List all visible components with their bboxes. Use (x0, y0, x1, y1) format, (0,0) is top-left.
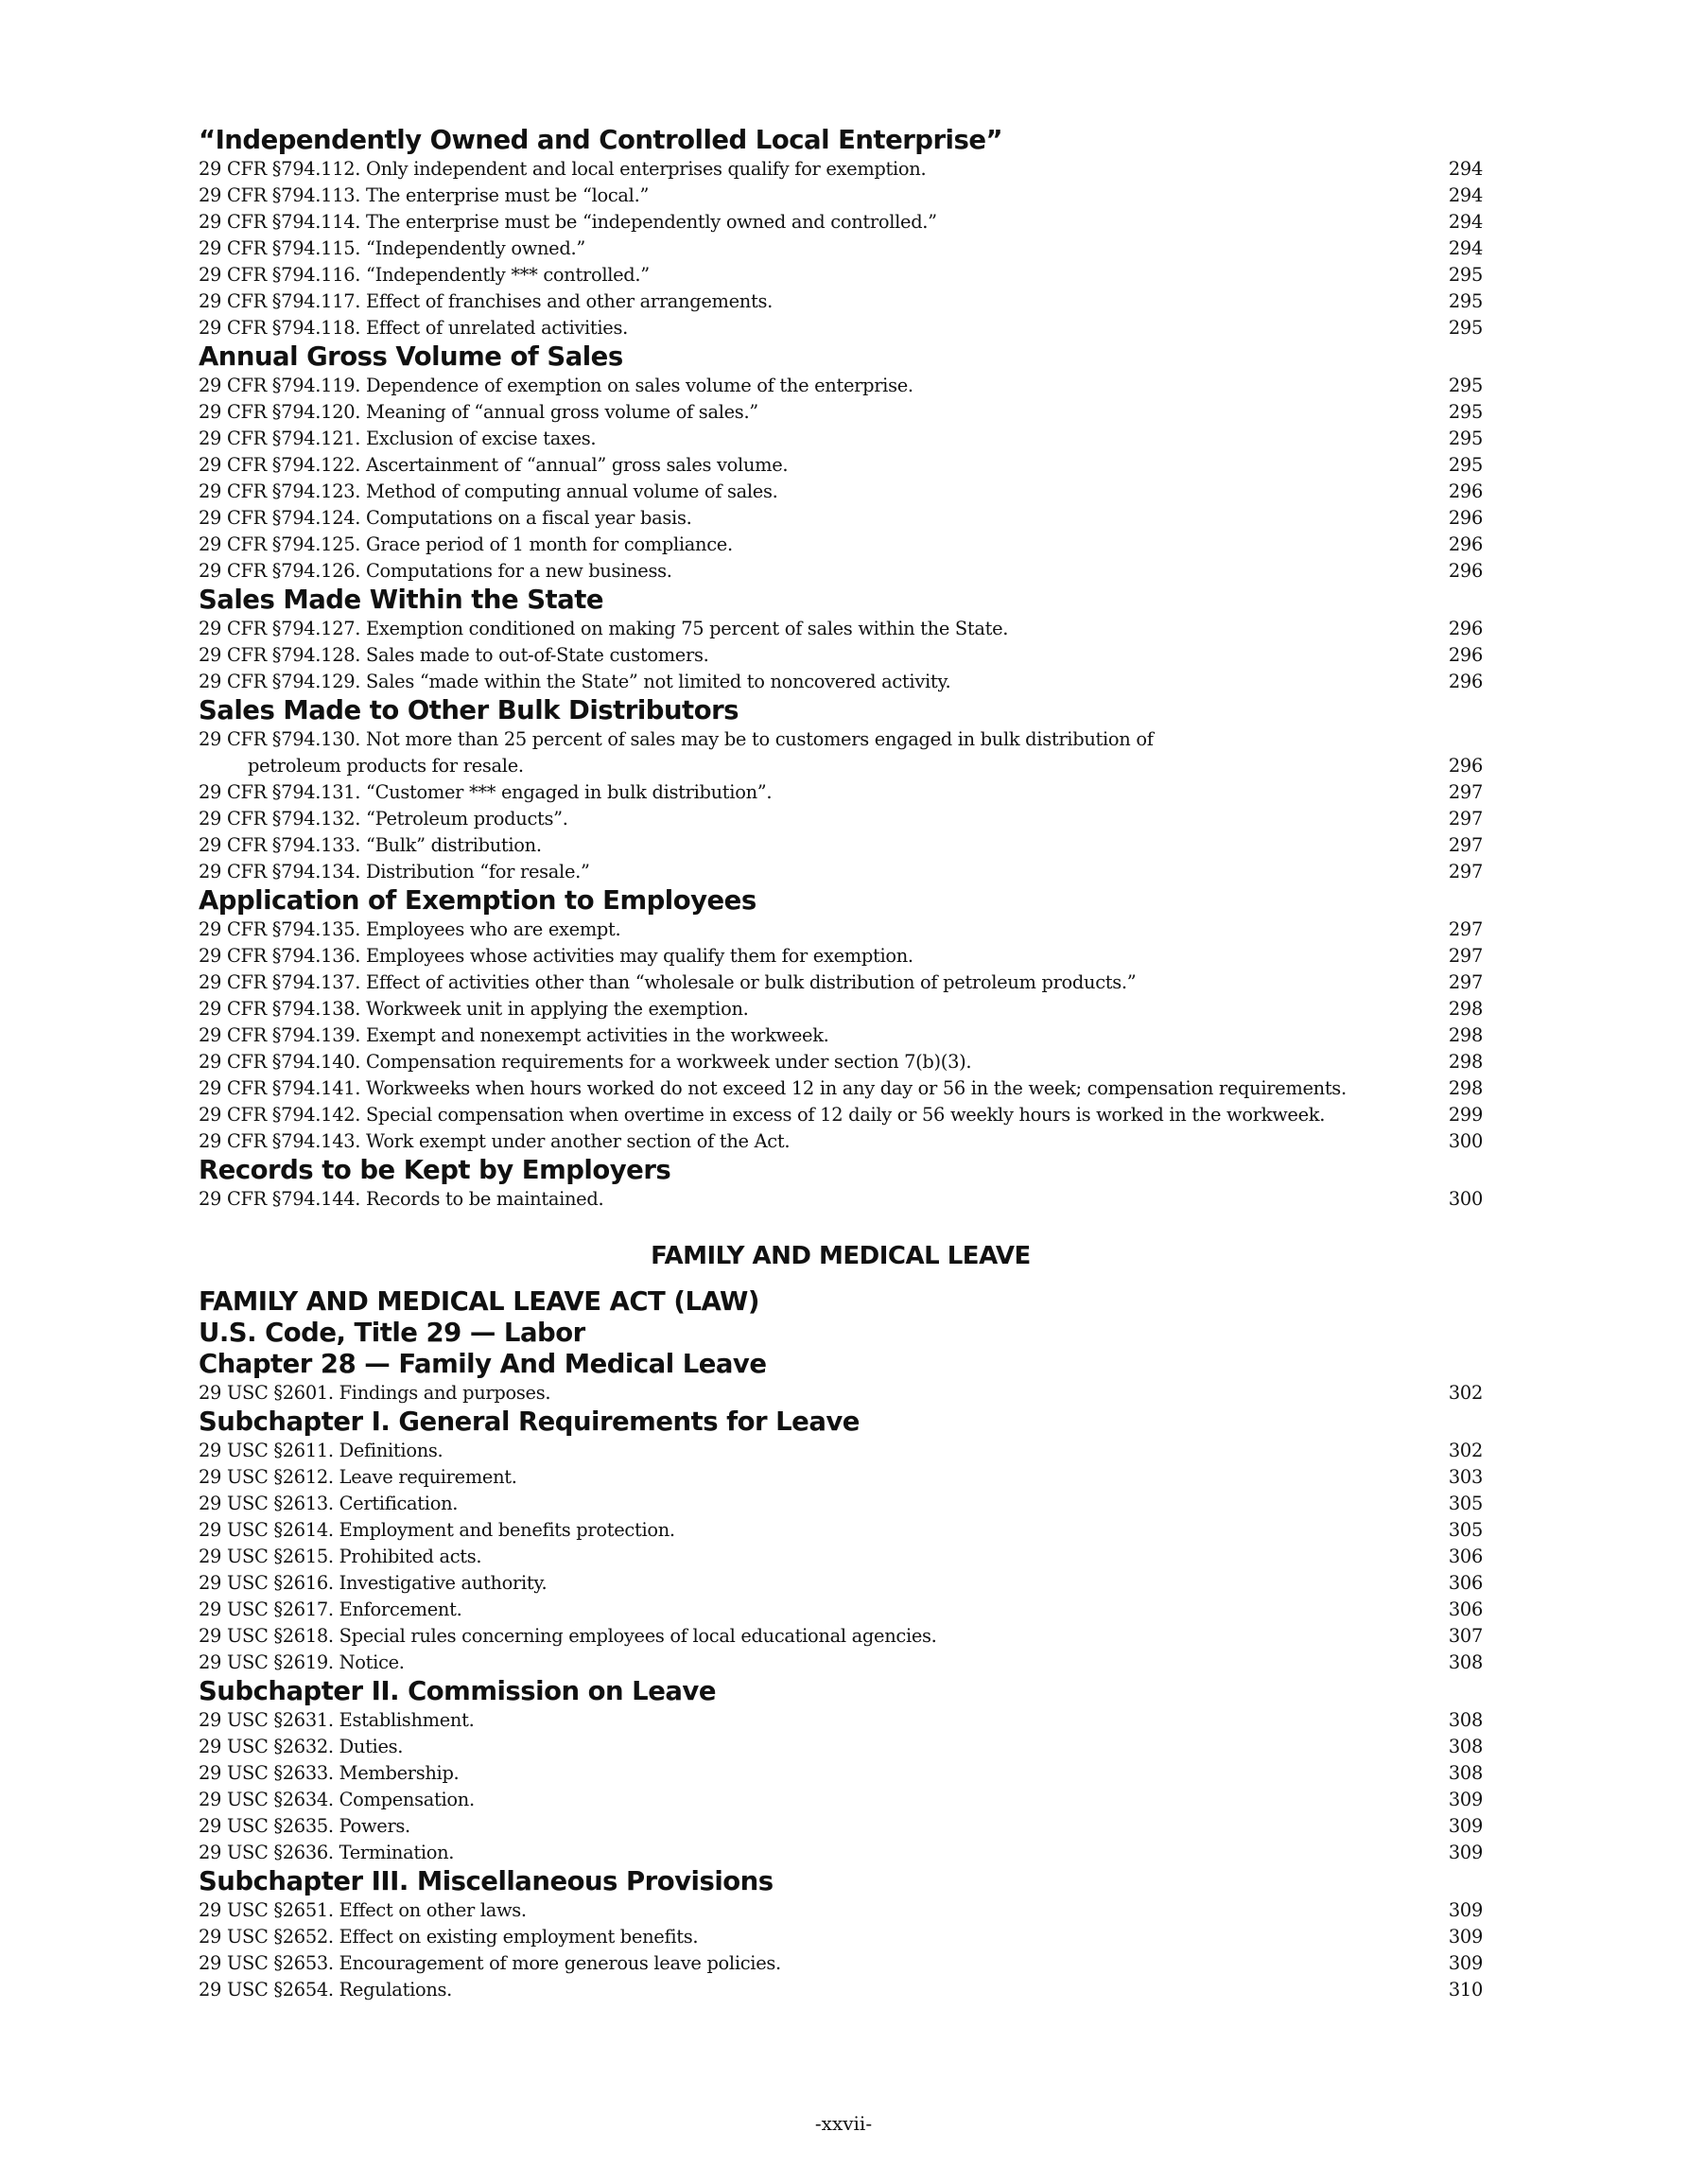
entry-page-number: 297 (1448, 834, 1483, 856)
entry-title: 29 CFR §794.119. Dependence of exemption on sales volume of the enterprise. (199, 375, 913, 396)
section-heading: Sales Made to Other Bulk Distributors (199, 695, 739, 725)
entry-page-number: 296 (1448, 480, 1483, 502)
toc-entry (199, 1734, 1483, 1760)
entry-page-number: 306 (1448, 1599, 1483, 1620)
toc-entry (199, 1491, 1483, 1517)
entry-page-number: 309 (1448, 1842, 1483, 1863)
entry-page-number: 296 (1448, 507, 1483, 529)
entry-page-number: 297 (1448, 808, 1483, 830)
toc-section (199, 124, 1483, 341)
entry-title: 29 CFR §794.127. Exemption conditioned on making 75 percent of sales within the State. (199, 618, 1009, 639)
entry-title: 29 CFR §794.112. Only independent and local enterprises qualify for exemption. (199, 158, 927, 180)
entry-title: 29 CFR §794.135. Employees who are exempt. (199, 918, 621, 940)
entry-page-number: 306 (1448, 1546, 1483, 1567)
entry-list (199, 1438, 1483, 1676)
toc-entry (199, 426, 1483, 452)
toc-section (199, 1865, 1483, 2003)
toc-entry (199, 183, 1483, 209)
entry-title: 29 CFR §794.129. Sales “made within the State” not limited to noncovered activity. (199, 671, 951, 692)
entry-page-number: 302 (1448, 1382, 1483, 1404)
entry-title: 29 CFR §794.125. Grace period of 1 month for compliance. (199, 533, 733, 555)
section-heading: Application of Exemption to Employees (199, 885, 757, 916)
toc-entry (199, 156, 1483, 183)
entry-page-number: 298 (1448, 1024, 1483, 1046)
entry-title: 29 CFR §794.118. Effect of unrelated activities. (199, 317, 628, 339)
toc-section (199, 1348, 1483, 1406)
entry-title: 29 USC §2651. Effect on other laws. (199, 1899, 527, 1921)
entry-page-number: 307 (1448, 1625, 1483, 1647)
toc-entry (199, 399, 1483, 426)
entry-title: 29 USC §2611. Definitions. (199, 1440, 443, 1461)
toc-entry (199, 996, 1483, 1022)
entry-list (199, 1707, 1483, 1866)
entry-page-number: 299 (1448, 1104, 1483, 1126)
toc-entry (199, 1597, 1483, 1623)
entry-page-number: 295 (1448, 401, 1483, 423)
entry-title: 29 USC §2618. Special rules concerning employees of local educational agencies. (199, 1625, 937, 1647)
entry-title: 29 USC §2615. Prohibited acts. (199, 1546, 482, 1567)
toc-entry (199, 1438, 1483, 1464)
entry-page-number: 298 (1448, 1051, 1483, 1073)
entry-title: 29 CFR §794.115. “Independently owned.” (199, 237, 585, 259)
entry-page-number: 308 (1448, 1736, 1483, 1757)
toc-entry (199, 669, 1483, 695)
toc-entry (199, 373, 1483, 399)
toc-entry (199, 479, 1483, 505)
entry-page-number: 305 (1448, 1493, 1483, 1514)
entry-title: 29 CFR §794.139. Exempt and nonexempt activities in the workweek. (199, 1024, 829, 1046)
toc-section (199, 884, 1483, 1155)
entry-page-number: 296 (1448, 755, 1483, 777)
toc-entry (199, 859, 1483, 885)
toc-entry (199, 1186, 1483, 1213)
entry-title: 29 CFR §794.140. Compensation requirements for a workweek under section 7(b)(3). (199, 1051, 972, 1073)
toc-entry (199, 1464, 1483, 1491)
entry-page-number: 295 (1448, 375, 1483, 396)
entry-list (199, 1186, 1483, 1213)
entry-page-number: 294 (1448, 158, 1483, 180)
entry-page-number: 298 (1448, 1077, 1483, 1099)
toc-entry (199, 1049, 1483, 1075)
entry-page-number: 296 (1448, 560, 1483, 582)
entry-title: 29 USC §2654. Regulations. (199, 1979, 453, 2001)
section-heading: Annual Gross Volume of Sales (199, 341, 623, 372)
toc-page (199, 125, 1483, 2003)
entry-page-number: 295 (1448, 264, 1483, 286)
toc-entry (199, 1760, 1483, 1787)
toc-entry (199, 1544, 1483, 1570)
entry-list (199, 373, 1483, 585)
toc-entry (199, 1022, 1483, 1049)
entry-page-number: 305 (1448, 1519, 1483, 1541)
entry-page-number: 300 (1448, 1188, 1483, 1210)
toc-entry (199, 1075, 1483, 1102)
entry-title: 29 CFR §794.128. Sales made to out-of-State customers. (199, 644, 709, 666)
toc-entry (199, 288, 1483, 315)
entry-title: 29 USC §2601. Findings and purposes. (199, 1382, 551, 1404)
toc-entry (199, 1517, 1483, 1544)
entry-page-number: 306 (1448, 1572, 1483, 1594)
law-title: FAMILY AND MEDICAL LEAVE ACT (LAW) (199, 1286, 759, 1317)
entry-title: 29 CFR §794.120. Meaning of “annual gross volume of sales.” (199, 401, 758, 423)
entry-page-number: 295 (1448, 290, 1483, 312)
entry-page-number: 296 (1448, 671, 1483, 692)
entry-page-number: 309 (1448, 1952, 1483, 1974)
entry-title: 29 USC §2635. Powers. (199, 1815, 410, 1837)
entry-page-number: 294 (1448, 184, 1483, 206)
entry-title: 29 USC §2632. Duties. (199, 1736, 404, 1757)
toc-section (199, 1675, 1483, 1866)
toc-entry (199, 1650, 1483, 1676)
toc-entry-wrapped-second-line (199, 753, 1483, 779)
entry-list (199, 616, 1483, 695)
toc-entry (199, 1840, 1483, 1866)
entry-list (199, 156, 1483, 341)
entry-page-number: 295 (1448, 317, 1483, 339)
section-heading: “Independently Owned and Controlled Local Enterprise” (199, 125, 1003, 155)
entry-title: 29 USC §2634. Compensation. (199, 1789, 475, 1810)
entry-title: 29 USC §2619. Notice. (199, 1651, 405, 1673)
toc-entry (199, 970, 1483, 996)
entry-page-number: 297 (1448, 781, 1483, 803)
entry-title: 29 CFR §794.113. The enterprise must be “local.” (199, 184, 650, 206)
entry-title: 29 CFR §794.117. Effect of franchises and other arrangements. (199, 290, 773, 312)
toc-entry (199, 452, 1483, 479)
toc-entry (199, 1924, 1483, 1950)
code-title: U.S. Code, Title 29 — Labor (199, 1318, 585, 1348)
toc-entry (199, 943, 1483, 970)
entry-page-number: 310 (1448, 1979, 1483, 2001)
entry-title: 29 CFR §794.144. Records to be maintained. (199, 1188, 604, 1210)
entry-title: 29 USC §2653. Encouragement of more generous leave policies. (199, 1952, 781, 1974)
entry-list (199, 1380, 1483, 1406)
entry-title: 29 USC §2652. Effect on existing employment benefits. (199, 1926, 699, 1948)
entry-page-number: 297 (1448, 971, 1483, 993)
entry-title: 29 CFR §794.141. Workweeks when hours worked do not exceed 12 in any day or 56 in the week; compensation requirements. (199, 1077, 1347, 1099)
entry-title: 29 CFR §794.132. “Petroleum products”. (199, 808, 568, 830)
toc-section (199, 1406, 1483, 1676)
entry-page-number: 294 (1448, 237, 1483, 259)
entry-list (199, 779, 1483, 885)
entry-title: 29 USC §2616. Investigative authority. (199, 1572, 548, 1594)
toc-section (199, 341, 1483, 585)
toc-entry (199, 1623, 1483, 1650)
toc-entry (199, 1380, 1483, 1406)
entry-page-number: 308 (1448, 1709, 1483, 1731)
toc-section (199, 584, 1483, 695)
toc-entry (199, 209, 1483, 236)
entry-page-number: 296 (1448, 618, 1483, 639)
toc-entry (199, 505, 1483, 532)
toc-entry (199, 1787, 1483, 1813)
entry-title: 29 CFR §794.123. Method of computing annual volume of sales. (199, 480, 778, 502)
entry-title: 29 CFR §794.126. Computations for a new business. (199, 560, 672, 582)
toc-entry (199, 236, 1483, 262)
entry-page-number: 295 (1448, 454, 1483, 476)
toc-entry (199, 1977, 1483, 2003)
subchapter-heading: Subchapter I. General Requirements for Leave (199, 1406, 860, 1437)
entry-title: 29 USC §2631. Establishment. (199, 1709, 475, 1731)
entry-title: 29 CFR §794.134. Distribution “for resale.” (199, 861, 590, 882)
entry-page-number: 308 (1448, 1651, 1483, 1673)
entry-list (199, 1897, 1483, 2003)
entry-page-number: 297 (1448, 945, 1483, 967)
entry-title: petroleum products for resale. (248, 755, 524, 777)
toc-entry (199, 1570, 1483, 1597)
entry-page-number: 296 (1448, 533, 1483, 555)
entry-page-number: 302 (1448, 1440, 1483, 1461)
toc-section (199, 1154, 1483, 1213)
entry-title: 29 CFR §794.138. Workweek unit in applying the exemption. (199, 998, 749, 1020)
toc-entry (199, 1950, 1483, 1977)
entry-page-number: 297 (1448, 861, 1483, 882)
toc-section (199, 694, 1483, 885)
toc-entry (199, 262, 1483, 288)
entry-title: 29 USC §2633. Membership. (199, 1762, 460, 1784)
entry-page-number: 297 (1448, 918, 1483, 940)
toc-entry (199, 1897, 1483, 1924)
entry-title: 29 CFR §794.143. Work exempt under another section of the Act. (199, 1130, 791, 1152)
toc-entry (199, 532, 1483, 558)
entry-title: 29 CFR §794.136. Employees whose activities may qualify them for exemption. (199, 945, 913, 967)
entry-title: 29 CFR §794.121. Exclusion of excise taxes. (199, 428, 597, 449)
part-heading: FAMILY AND MEDICAL LEAVE (651, 1242, 1031, 1270)
toc-entry (199, 779, 1483, 806)
chapter-heading: Chapter 28 — Family And Medical Leave (199, 1349, 767, 1379)
toc-entry (199, 832, 1483, 859)
entry-title: 29 USC §2612. Leave requirement. (199, 1466, 517, 1488)
section-heading: Records to be Kept by Employers (199, 1155, 671, 1185)
entry-title: 29 CFR §794.116. “Independently *** controlled.” (199, 264, 650, 286)
section-heading: Sales Made Within the State (199, 585, 604, 615)
entry-page-number: 309 (1448, 1789, 1483, 1810)
entry-page-number: 296 (1448, 644, 1483, 666)
entry-page-number: 298 (1448, 998, 1483, 1020)
entry-title: 29 USC §2614. Employment and benefits protection. (199, 1519, 675, 1541)
entry-title: 29 CFR §794.142. Special compensation when overtime in excess of 12 daily or 56 weekly hours is worked in the workweek. (199, 1104, 1326, 1126)
entry-title: 29 USC §2613. Certification. (199, 1493, 459, 1514)
entry-title: 29 CFR §794.137. Effect of activities other than “wholesale or bulk distribution of petroleum products.” (199, 971, 1137, 993)
toc-entry (199, 1102, 1483, 1128)
entry-title: 29 USC §2617. Enforcement. (199, 1599, 462, 1620)
entry-title: 29 CFR §794.133. “Bulk” distribution. (199, 834, 542, 856)
entry-title: 29 CFR §794.114. The enterprise must be “independently owned and controlled.” (199, 211, 937, 233)
toc-entry-wrapped-first-line: 29 CFR §794.130. Not more than 25 percent of sales may be to customers engaged in bulk distribution of (199, 728, 1154, 750)
entry-page-number: 300 (1448, 1130, 1483, 1152)
entry-title: 29 CFR §794.122. Ascertainment of “annual” gross sales volume. (199, 454, 789, 476)
entry-page-number: 303 (1448, 1466, 1483, 1488)
entry-list (199, 917, 1483, 1155)
entry-page-number: 294 (1448, 211, 1483, 233)
entry-page-number: 295 (1448, 428, 1483, 449)
page-number-footer: -xxvii- (814, 2112, 873, 2135)
toc-entry (199, 558, 1483, 585)
toc-entry (199, 642, 1483, 669)
subchapter-heading: Subchapter III. Miscellaneous Provisions (199, 1866, 774, 1896)
toc-entry (199, 1813, 1483, 1840)
toc-entry (199, 616, 1483, 642)
toc-entry (199, 1128, 1483, 1155)
toc-entry (199, 315, 1483, 341)
entry-page-number: 308 (1448, 1762, 1483, 1784)
entry-title: 29 USC §2636. Termination. (199, 1842, 455, 1863)
toc-entry (199, 806, 1483, 832)
subchapter-heading: Subchapter II. Commission on Leave (199, 1676, 716, 1706)
entry-title: 29 CFR §794.131. “Customer *** engaged in bulk distribution”. (199, 781, 773, 803)
toc-entry (199, 917, 1483, 943)
entry-page-number: 309 (1448, 1926, 1483, 1948)
entry-page-number: 309 (1448, 1899, 1483, 1921)
entry-page-number: 309 (1448, 1815, 1483, 1837)
toc-entry (199, 1707, 1483, 1734)
entry-title: 29 CFR §794.124. Computations on a fiscal year basis. (199, 507, 692, 529)
